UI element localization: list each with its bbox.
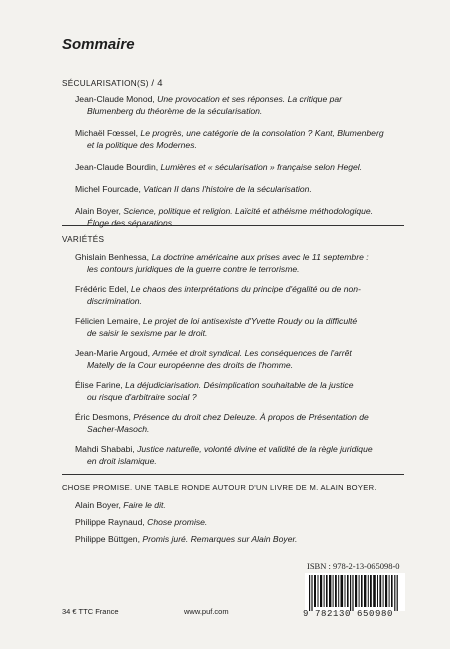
isbn-label: ISBN : 978-2-13-065098-0 bbox=[307, 561, 400, 571]
entry-author: Jean-Claude Bourdin, bbox=[75, 162, 161, 172]
entry-title: Vatican II dans l'histoire de la sécularisation. bbox=[143, 184, 312, 194]
entry-title-cont: ou risque d'arbitraire social ? bbox=[87, 392, 197, 402]
entry-title-cont: discrimination. bbox=[87, 296, 142, 306]
divider bbox=[62, 474, 404, 475]
toc-entry bbox=[75, 251, 405, 275]
entry-title: Le projet de loi antisexiste d'Yvette Roudy ou la difficulté bbox=[142, 316, 358, 326]
toc-entry bbox=[75, 161, 405, 173]
toc-entry bbox=[75, 347, 405, 371]
section-heading-text: CHOSE PROMISE. UNE TABLE RONDE AUTOUR D'UN LIVRE DE M. ALAIN BOYER. bbox=[62, 483, 377, 492]
entry-title: Une provocation et ses réponses. La critique par bbox=[157, 94, 343, 104]
entry-title: La déjudiciarisation. Désimplication souhaitable de la justice bbox=[125, 380, 354, 390]
toc-entry bbox=[75, 516, 405, 528]
entry-title: Lumières et « sécularisation » française selon Hegel. bbox=[160, 162, 363, 172]
toc-entry bbox=[75, 443, 405, 467]
entry-author: Alain Boyer, bbox=[75, 206, 124, 216]
entry-title: Le progrès, une catégorie de la consolation ? Kant, Blumenberg bbox=[140, 128, 384, 138]
entry-author: Élise Farine, bbox=[75, 380, 126, 390]
toc-entry bbox=[75, 93, 405, 117]
page-title: Sommaire bbox=[62, 36, 135, 53]
entry-author: Philippe Büttgen, bbox=[75, 534, 143, 544]
entry-title: La doctrine américaine aux prises avec le 11 septembre : bbox=[151, 252, 369, 262]
entry-title-cont: Sacher-Masoch. bbox=[87, 424, 150, 434]
website-label: www.puf.com bbox=[184, 607, 229, 616]
entry-author: Jean-Claude Monod, bbox=[75, 94, 158, 104]
entry-author: Mahdi Shababi, bbox=[75, 444, 138, 454]
barcode-digits: 9 782130 650980 bbox=[303, 609, 394, 619]
entry-author: Éric Desmons, bbox=[75, 412, 134, 422]
toc-entry bbox=[75, 379, 405, 403]
barcode-icon bbox=[305, 573, 405, 611]
section-heading-text: VARIÉTÉS bbox=[62, 235, 105, 244]
entry-title: Promis juré. Remarques sur Alain Boyer. bbox=[142, 534, 298, 544]
entry-title-cont: et la politique des Modernes. bbox=[87, 140, 197, 150]
entry-author: Philippe Raynaud, bbox=[75, 517, 148, 527]
section-heading-text: SÉCULARISATION(S) bbox=[62, 79, 149, 88]
entry-title: Le chaos des interprétations du principe d'égalité ou de non- bbox=[130, 284, 361, 294]
entry-title-cont: de saisir le sexisme par le droit. bbox=[87, 328, 208, 338]
entry-author: Michaël Fœssel, bbox=[75, 128, 141, 138]
entry-author: Alain Boyer, bbox=[75, 500, 124, 510]
toc-entry bbox=[75, 283, 405, 307]
entry-author: Félicien Lemaire, bbox=[75, 316, 143, 326]
section-heading-secularisation bbox=[62, 78, 163, 89]
section-heading-varietes bbox=[62, 235, 104, 244]
section-page-number: / 4 bbox=[151, 78, 163, 89]
entry-author: Frédéric Edel, bbox=[75, 284, 131, 294]
entry-title: Armée et droit syndical. Les conséquences de l'arrêt bbox=[152, 348, 352, 358]
entry-author: Jean-Marie Argoud, bbox=[75, 348, 153, 358]
toc-entry bbox=[75, 127, 405, 151]
toc-entry bbox=[75, 499, 405, 511]
toc-entry bbox=[75, 411, 405, 435]
toc-entry bbox=[75, 315, 405, 339]
entry-title: Faire le dit. bbox=[123, 500, 166, 510]
entry-title-cont: les contours juridiques de la guerre contre le terrorisme. bbox=[87, 264, 300, 274]
toc-entry bbox=[75, 533, 405, 545]
entry-title-cont: en droit islamique. bbox=[87, 456, 157, 466]
entry-title-cont: Matelly de la Cour européenne des droits de l'homme. bbox=[87, 360, 294, 370]
entry-title-cont: Éloge des séparations. bbox=[87, 218, 175, 228]
entry-author: Michel Fourcade, bbox=[75, 184, 144, 194]
entry-title: Science, politique et religion. Laïcité et athéisme méthodologique. bbox=[123, 206, 374, 216]
divider bbox=[62, 225, 404, 226]
entry-title-cont: Blumenberg du théorème de la sécularisation. bbox=[87, 106, 263, 116]
toc-entry bbox=[75, 183, 405, 195]
entry-title: Chose promise. bbox=[147, 517, 208, 527]
section-heading-chose-promise bbox=[62, 483, 377, 492]
price-label: 34 € TTC France bbox=[62, 607, 119, 616]
entry-author: Ghislain Benhessa, bbox=[75, 252, 152, 262]
entry-title: Justice naturelle, volonté divine et validité de la règle juridique bbox=[137, 444, 373, 454]
entry-title: Présence du droit chez Deleuze. À propos de Présentation de bbox=[133, 412, 369, 422]
